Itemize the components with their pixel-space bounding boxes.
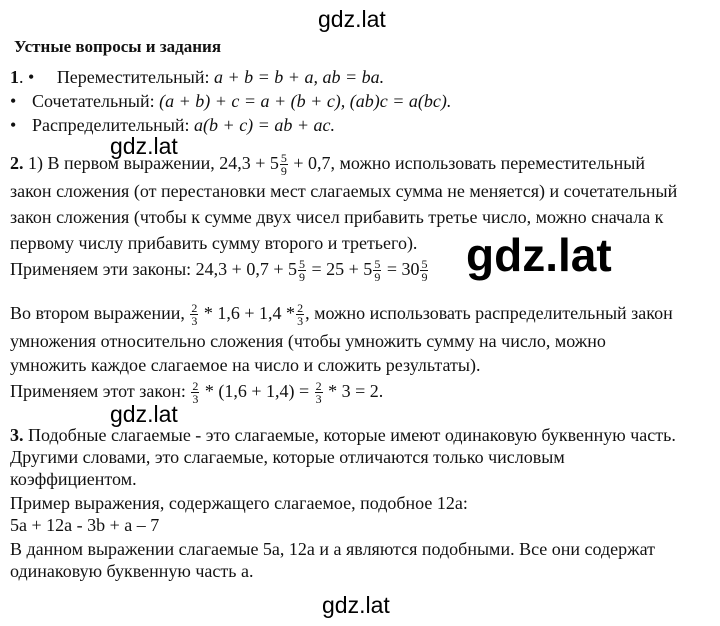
fraction-numerator: 2: [192, 379, 199, 394]
q2-text: * (1,6 + 1,4) =: [200, 381, 314, 401]
fraction-numerator: 2: [297, 301, 304, 316]
q2-text: Применяем этот закон:: [10, 381, 191, 401]
fraction: [420, 258, 428, 283]
fraction-denominator: 9: [299, 270, 305, 285]
q1-associative-label: Сочетательный:: [32, 91, 160, 111]
q1-distributive-formula: a(b + c) = ab + ac.: [194, 115, 335, 135]
q3-line-7: одинаковую буквенную часть а.: [10, 561, 254, 581]
q2-line-3: закон сложения (чтобы к сумме двух чисел прибавить третье число, можно сначала к: [10, 207, 664, 227]
q2-line-2: закон сложения (от перестановки мест слагаемых сумма не меняется) и сочетательный: [10, 181, 678, 201]
bullet-icon: •: [28, 67, 35, 87]
bullet-icon: •: [10, 115, 17, 135]
q1-associative-formula: (a + b) + c = a + (b + c), (ab)c = a(bc).: [159, 91, 452, 111]
fraction-denominator: 9: [374, 270, 381, 285]
q2-text: Во втором выражении,: [10, 303, 190, 323]
q2-text: * 3 = 2.: [323, 381, 384, 401]
fraction-denominator: 3: [297, 314, 304, 329]
q1-line-1: [10, 66, 384, 88]
fraction-denominator: 3: [315, 392, 322, 407]
q2-line-1: [10, 152, 645, 177]
fraction-denominator: 3: [191, 314, 198, 329]
fraction-numerator: 5: [299, 257, 305, 272]
q2-text: = 30: [382, 259, 420, 279]
q2-apply-1: [10, 258, 429, 283]
q2-number: 2.: [10, 153, 24, 173]
q2-text: , можно использовать распределительный закон: [305, 303, 673, 323]
fraction-denominator: 9: [421, 270, 428, 285]
q1-number: 1: [10, 67, 19, 87]
q1-line-2: [10, 90, 451, 112]
q2-apply-2: [10, 380, 383, 405]
q2-text: = 25 + 5: [307, 259, 373, 279]
q2-text: + 0,7, можно использовать переместительный: [288, 153, 645, 173]
q3-line-2: Другими словами, это слагаемые, которые отличаются только числовым: [10, 447, 565, 467]
fraction: [296, 302, 304, 327]
q3-line-4: Пример выражения, содержащего слагаемое, подобное 12а:: [10, 493, 468, 513]
fraction: [191, 380, 199, 405]
bullet-icon: •: [10, 91, 17, 111]
watermark-a: gdz.lat: [110, 133, 178, 159]
fraction-numerator: 5: [421, 257, 428, 272]
fraction-numerator: 5: [374, 257, 381, 272]
q1-dot: .: [19, 67, 28, 87]
q2-line-7: умножить каждое слагаемое на число и сложить результаты).: [10, 355, 481, 375]
q2-text: 1) В первом выражении, 24,3 + 5: [23, 153, 279, 173]
q2-line-5: [10, 302, 673, 327]
fraction-numerator: 2: [191, 301, 198, 316]
q2-line-4: первому числу прибавить сумму второго и третьего).: [10, 233, 418, 253]
section-heading: Устные вопросы и задания: [14, 37, 222, 56]
fraction: [373, 258, 381, 283]
fraction: [190, 302, 198, 327]
fraction-numerator: 5: [280, 151, 287, 166]
q2-line-6: умножения относительно сложения (чтобы умножить сумму на число, можно: [10, 331, 606, 351]
q1-distributive-label: Распределительный:: [32, 115, 195, 135]
watermark-b: gdz.lat: [110, 401, 178, 427]
watermark-top: gdz.lat: [318, 6, 386, 32]
q3-text: Подобные слагаемые - это слагаемые, которые имеют одинаковую буквенную часть.: [23, 425, 676, 445]
fraction: [280, 152, 288, 177]
fraction-denominator: 3: [192, 392, 199, 407]
watermark-big: gdz.lat: [466, 229, 612, 281]
q3-number: 3.: [10, 425, 24, 445]
q1-commutative-label: Переместительный:: [56, 67, 215, 87]
q2-text: * 1,6 + 1,4 *: [199, 303, 296, 323]
q1-commutative-formula: a + b = b + a, ab = ba.: [214, 67, 385, 87]
q3-line-6: В данном выражении слагаемые 5а, 12а и а являются подобными. Все они содержат: [10, 539, 655, 559]
fraction: [298, 258, 306, 283]
fraction: [315, 380, 323, 405]
q3-line-3: коэффициентом.: [10, 469, 137, 489]
fraction-numerator: 2: [315, 379, 322, 394]
q2-text: Применяем эти законы: 24,3 + 0,7 + 5: [10, 259, 297, 279]
fraction-denominator: 9: [280, 164, 287, 179]
watermark-bottom: gdz.lat: [322, 592, 390, 618]
q3-line-1: [10, 424, 676, 446]
q3-line-5: 5а + 12а - 3b + а – 7: [10, 515, 160, 535]
